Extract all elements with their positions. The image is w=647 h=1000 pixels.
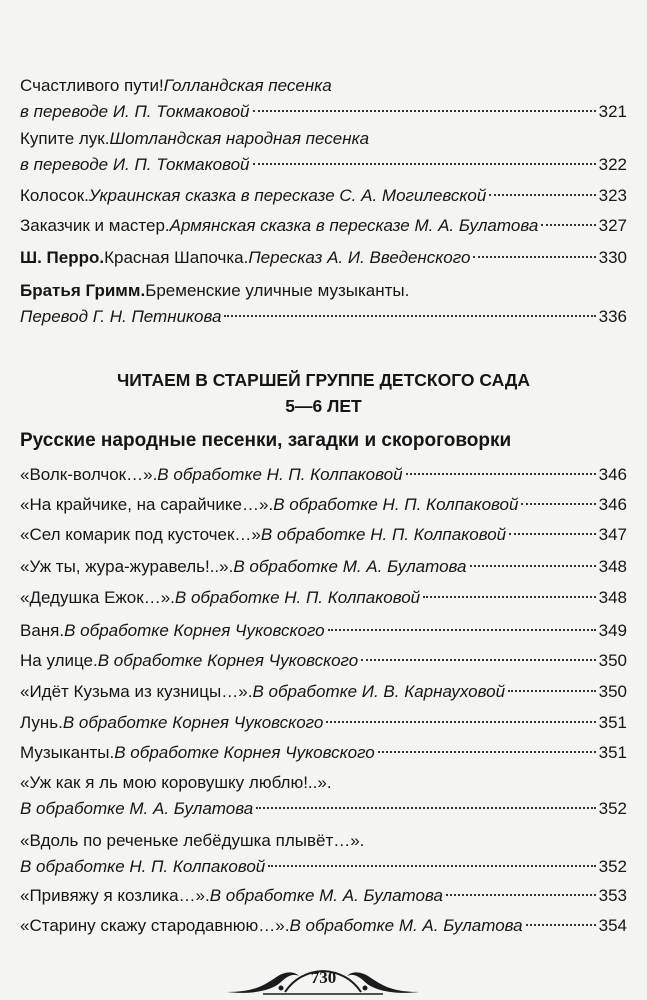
leader-dots (361, 659, 595, 661)
toc-entry (20, 679, 627, 705)
toc-entry (20, 213, 627, 239)
toc-entry (20, 883, 627, 909)
leader-dots (253, 163, 596, 165)
toc-entry (20, 126, 627, 178)
entry-note: В обработке М. А. Булатова (289, 916, 523, 935)
entry-title: Лунь. (20, 713, 63, 732)
entry-note: Армянская сказка в пересказе М. А. Булатова (169, 216, 539, 235)
toc-entry (20, 245, 627, 271)
toc-entry (20, 183, 627, 209)
leader-dots (256, 807, 595, 809)
entry-note: В обработке Корнея Чуковского (64, 621, 325, 640)
entry-note: В обработке М. А. Булатова (20, 799, 254, 818)
page-ref: 352 (598, 857, 627, 876)
page-ref: 354 (598, 916, 627, 935)
entry-title: Заказчик и мастер. (20, 216, 170, 235)
entry-note: В обработке Н. П. Колпаковой (20, 857, 266, 876)
toc-entry (20, 710, 627, 736)
page-ref: 349 (598, 621, 627, 640)
entry-note: В обработке Н. П. Колпаковой (174, 588, 421, 607)
section-title: ЧИТАЕМ В СТАРШЕЙ ГРУППЕ ДЕТСКОГО САДА (117, 370, 530, 390)
leader-dots (508, 690, 596, 692)
toc-entry (20, 740, 627, 766)
leader-dots (326, 721, 595, 723)
page-ref: 321 (598, 102, 627, 121)
section-age: 5—6 ЛЕТ (285, 396, 362, 416)
leader-dots (541, 224, 595, 226)
entry-title: Бременские уличные музыканты. (145, 281, 410, 300)
entry-title: Красная Шапочка. (104, 248, 249, 267)
toc-entry (20, 618, 627, 644)
entry-title: «На крайчике, на сарайчике…». (20, 495, 274, 514)
entry-title: «Привяжу я козлика…». (20, 886, 210, 905)
page-ref: 346 (598, 495, 627, 514)
entry-note: Пересказ А. И. Введенского (248, 248, 471, 267)
leader-dots (224, 315, 595, 317)
page-ref: 351 (598, 743, 627, 762)
leader-dots (406, 473, 596, 475)
page-ref: 346 (598, 465, 627, 484)
page-ref: 322 (598, 155, 627, 174)
entry-note: Украинская сказка в пересказе С. А. Могилевской (88, 186, 487, 205)
leader-dots (268, 865, 595, 867)
entry-title: «Сел комарик под кусточек…» (20, 525, 261, 544)
leader-dots (470, 565, 596, 567)
page-ref: 336 (598, 307, 627, 326)
leader-dots (328, 629, 596, 631)
toc-entry (20, 913, 627, 939)
entry-title: «Старину скажу стародавнюю…». (20, 916, 290, 935)
entry-author: Братья Гримм. (20, 281, 146, 300)
entry-title: «Идёт Кузьма из кузницы…». (20, 682, 253, 701)
leader-dots (473, 256, 595, 258)
page-ref: 348 (598, 588, 627, 607)
entry-title: Купите лук. (20, 129, 110, 148)
leader-dots (509, 533, 596, 535)
entry-title: Ваня. (20, 621, 65, 640)
toc-entry (20, 462, 627, 488)
entry-note: Шотландская народная песенка (109, 129, 370, 148)
entry-note: В обработке Н. П. Колпаковой (273, 495, 519, 514)
entry-title: На улице. (20, 651, 98, 670)
group-heading: Русские народные песенки, загадки и скороговорки (20, 430, 512, 451)
leader-dots (446, 894, 596, 896)
entry-note: Перевод Г. Н. Петникова (20, 307, 222, 326)
toc-entry (20, 522, 627, 548)
entry-title: Музыканты. (20, 743, 115, 762)
entry-note: В обработке Корнея Чуковского (114, 743, 375, 762)
entry-note: В обработке М. А. Булатова (233, 557, 467, 576)
entry-note: Голландская песенка (163, 76, 332, 95)
entry-title: «Уж как я ль мою коровушку люблю!..». (20, 773, 332, 792)
entry-title: Счастливого пути! (20, 76, 164, 95)
leader-dots (253, 110, 596, 112)
page-ref: 350 (598, 682, 627, 701)
page-number: 730 (310, 968, 337, 987)
toc-entry (20, 554, 627, 580)
toc-entry (20, 278, 627, 330)
toc-entry (20, 770, 627, 822)
toc-entry (20, 73, 627, 125)
leader-dots (378, 751, 596, 753)
page-ref: 347 (598, 525, 627, 544)
toc-entry (20, 585, 627, 611)
entry-note: В обработке И. В. Карнауховой (252, 682, 506, 701)
page-ref: 348 (598, 557, 627, 576)
page-ref: 350 (598, 651, 627, 670)
page-ref: 323 (598, 186, 627, 205)
leader-dots (526, 924, 596, 926)
entry-note: в переводе И. П. Токмаковой (20, 155, 250, 174)
entry-note: В обработке М. А. Булатова (209, 886, 443, 905)
page-footer (0, 966, 647, 996)
toc-entry (20, 828, 627, 880)
entry-note: В обработке Корнея Чуковского (97, 651, 359, 670)
entry-title: «Волк-волчок…». (20, 465, 158, 484)
entry-title: «Дедушка Ежок…». (20, 588, 175, 607)
page-ref: 352 (598, 799, 627, 818)
entry-note: В обработке Н. П. Колпаковой (157, 465, 403, 484)
entry-note: В обработке Н. П. Колпаковой (260, 525, 507, 544)
entry-note: в переводе И. П. Токмаковой (20, 102, 250, 121)
leader-dots (423, 596, 595, 598)
toc-entry (20, 648, 627, 674)
page-ref: 353 (598, 886, 627, 905)
page-ref: 327 (598, 216, 627, 235)
entry-title: «Вдоль по реченьке лебёдушка плывёт…». (20, 831, 365, 850)
leader-dots (521, 503, 595, 505)
entry-author: Ш. Перро. (20, 248, 105, 267)
page-ref: 351 (598, 713, 627, 732)
section-heading (0, 367, 647, 419)
leader-dots (489, 194, 595, 196)
entry-title: «Уж ты, жура-журавель!..». (20, 557, 234, 576)
toc-entry (20, 492, 627, 518)
page-ref: 330 (598, 248, 627, 267)
entry-title: Колосок. (20, 186, 89, 205)
entry-note: В обработке Корнея Чуковского (62, 713, 324, 732)
